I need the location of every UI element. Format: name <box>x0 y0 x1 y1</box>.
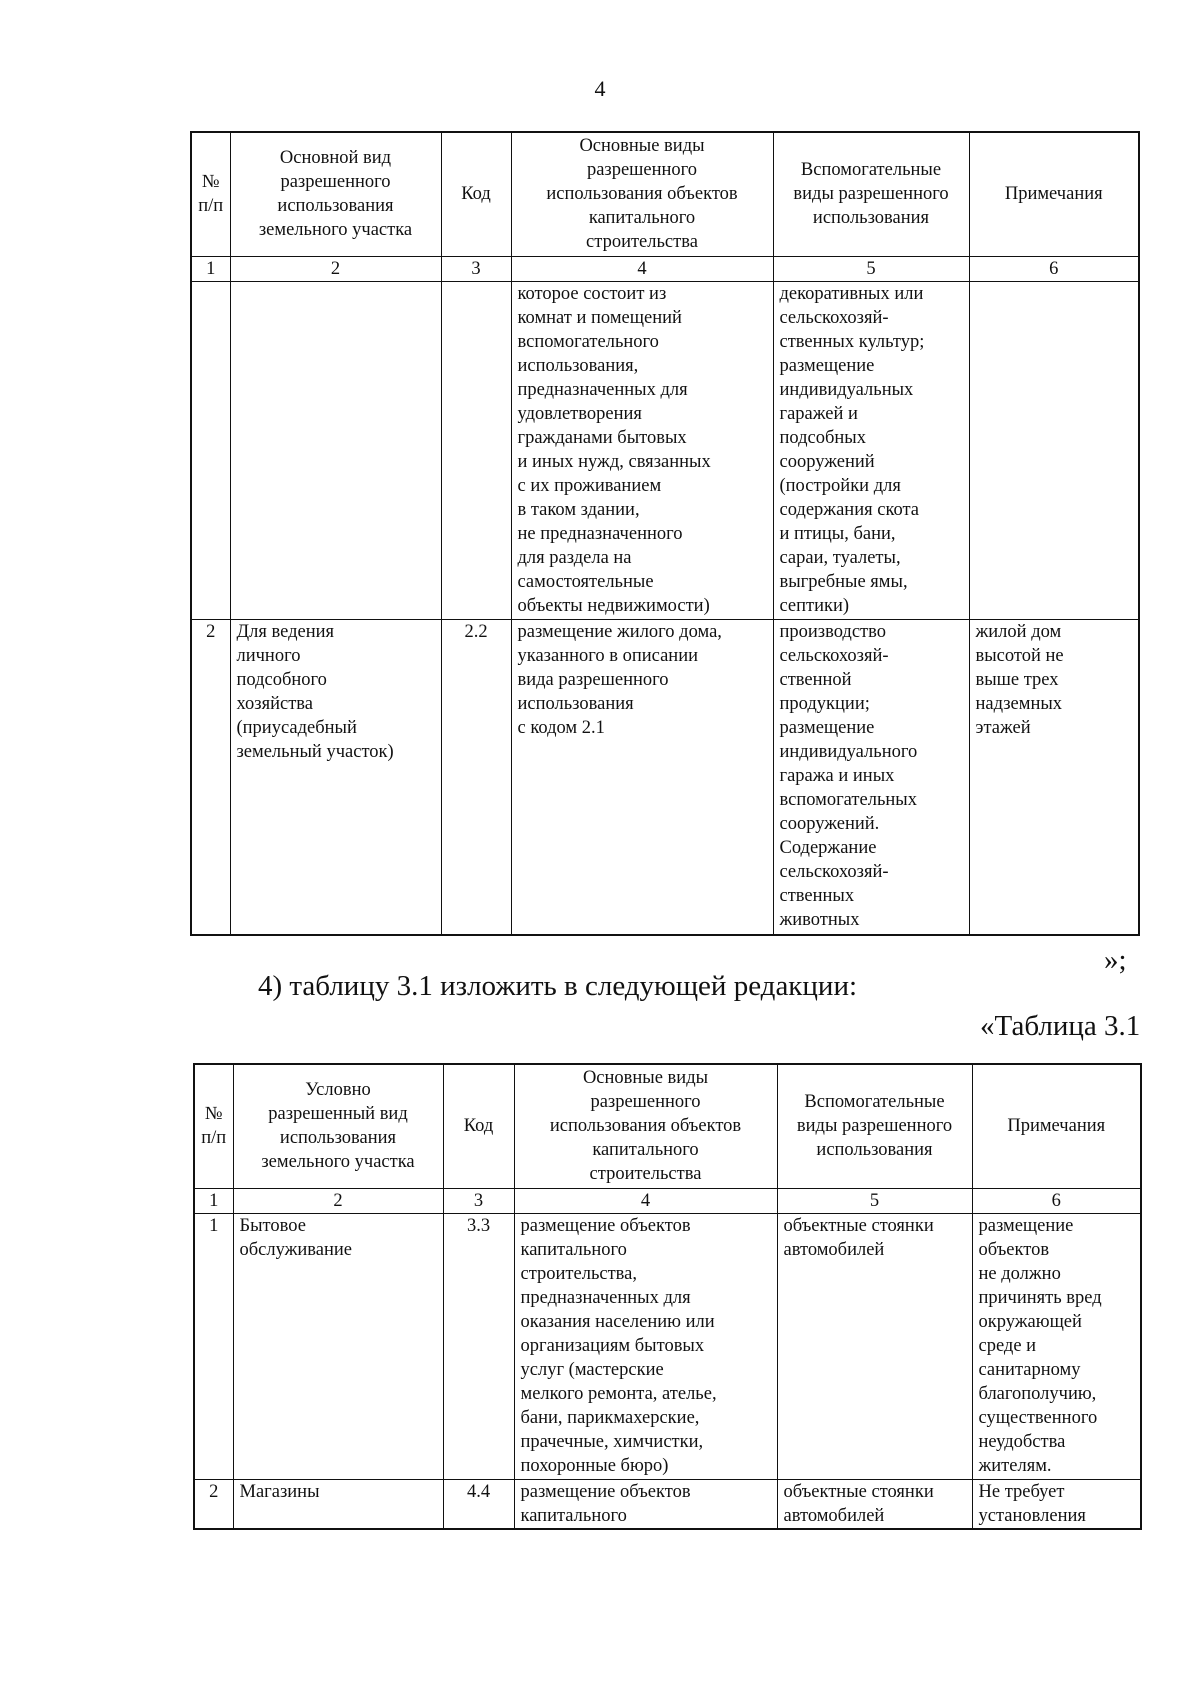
column-number-row <box>191 256 1139 281</box>
col-number: 3 <box>441 256 511 281</box>
table-row <box>191 619 1139 935</box>
col-number: 2 <box>230 256 441 281</box>
amendment-statement: 4) таблицу 3.1 изложить в следующей редакции: <box>258 970 858 1002</box>
row-aux-uses: производство сельскохозяй- ственной продукции; размещение индивидуального гаража и иных вспомогательных сооружений. Содержание сельскохозяй- ственных животных <box>773 619 969 935</box>
row-notes: размещение объектов не должно причинять вред окружающей среде и санитарному благополучию, существенного неудобства жителям. <box>972 1213 1141 1479</box>
land-use-table-main <box>190 131 1140 936</box>
col-number: 1 <box>191 256 230 281</box>
row-num: 2 <box>194 1479 233 1529</box>
row-main-uses: размещение объектов капитального <box>514 1479 777 1529</box>
row-num <box>191 281 230 619</box>
header-main-type: Условно разрешенный вид использования земельного участка <box>233 1064 443 1188</box>
col-number: 6 <box>969 256 1139 281</box>
row-aux-uses: декоративных или сельскохозяй- ственных культур; размещение индивидуальных гаражей и подсобных сооружений (постройки для содержания скота и птицы, бани, сараи, туалеты, выгребные ямы, септики) <box>773 281 969 619</box>
col-number: 6 <box>972 1188 1141 1213</box>
row-type: Магазины <box>233 1479 443 1529</box>
column-number-row <box>194 1188 1141 1213</box>
table-row <box>194 1479 1141 1529</box>
col-number: 4 <box>511 256 773 281</box>
header-main-type: Основной вид разрешенного использования земельного участка <box>230 132 441 256</box>
header-row <box>191 132 1139 256</box>
col-number: 3 <box>443 1188 514 1213</box>
header-num: № п/п <box>194 1064 233 1188</box>
land-use-table-conditional <box>193 1063 1142 1530</box>
row-code: 2.2 <box>441 619 511 935</box>
header-row <box>194 1064 1141 1188</box>
header-main-uses: Основные виды разрешенного использования объектов капитального строительства <box>514 1064 777 1188</box>
row-notes: Не требует установления <box>972 1479 1141 1529</box>
table-3-1-label: «Таблица 3.1 <box>980 1010 1141 1042</box>
header-main-uses: Основные виды разрешенного использования объектов капитального строительства <box>511 132 773 256</box>
page-number: 4 <box>594 76 606 101</box>
header-aux-uses: Вспомогательные виды разрешенного использования <box>777 1064 972 1188</box>
closing-quote: »; <box>1104 944 1127 976</box>
header-notes: Примечания <box>972 1064 1141 1188</box>
row-aux-uses: объектные стоянки автомобилей <box>777 1213 972 1479</box>
header-aux-uses: Вспомогательные виды разрешенного использования <box>773 132 969 256</box>
row-type <box>230 281 441 619</box>
col-number: 5 <box>777 1188 972 1213</box>
col-number: 2 <box>233 1188 443 1213</box>
row-code: 3.3 <box>443 1213 514 1479</box>
col-number: 5 <box>773 256 969 281</box>
row-code <box>441 281 511 619</box>
table-row <box>194 1213 1141 1479</box>
row-main-uses: размещение жилого дома, указанного в описании вида разрешенного использования с кодом 2.1 <box>511 619 773 935</box>
header-code: Код <box>441 132 511 256</box>
row-num: 1 <box>194 1213 233 1479</box>
row-notes <box>969 281 1139 619</box>
row-type: Для ведения личного подсобного хозяйства (приусадебный земельный участок) <box>230 619 441 935</box>
header-num: № п/п <box>191 132 230 256</box>
header-notes: Примечания <box>969 132 1139 256</box>
col-number: 1 <box>194 1188 233 1213</box>
row-aux-uses: объектные стоянки автомобилей <box>777 1479 972 1529</box>
row-num: 2 <box>191 619 230 935</box>
row-main-uses: размещение объектов капитального строительства, предназначенных для оказания населению или организациям бытовых услуг (мастерские мелкого ремонта, ателье, бани, парикмахерские, прачечные, химчистки, похоронные бюро) <box>514 1213 777 1479</box>
row-code: 4.4 <box>443 1479 514 1529</box>
row-type: Бытовое обслуживание <box>233 1213 443 1479</box>
row-main-uses: которое состоит из комнат и помещений вспомогательного использования, предназначенных для удовлетворения гражданами бытовых и иных нужд, связанных с их проживанием в таком здании, не предназначенного для раздела на самостоятельные объекты недвижимости) <box>511 281 773 619</box>
col-number: 4 <box>514 1188 777 1213</box>
header-code: Код <box>443 1064 514 1188</box>
row-notes: жилой дом высотой не выше трех надземных этажей <box>969 619 1139 935</box>
table-row <box>191 281 1139 619</box>
